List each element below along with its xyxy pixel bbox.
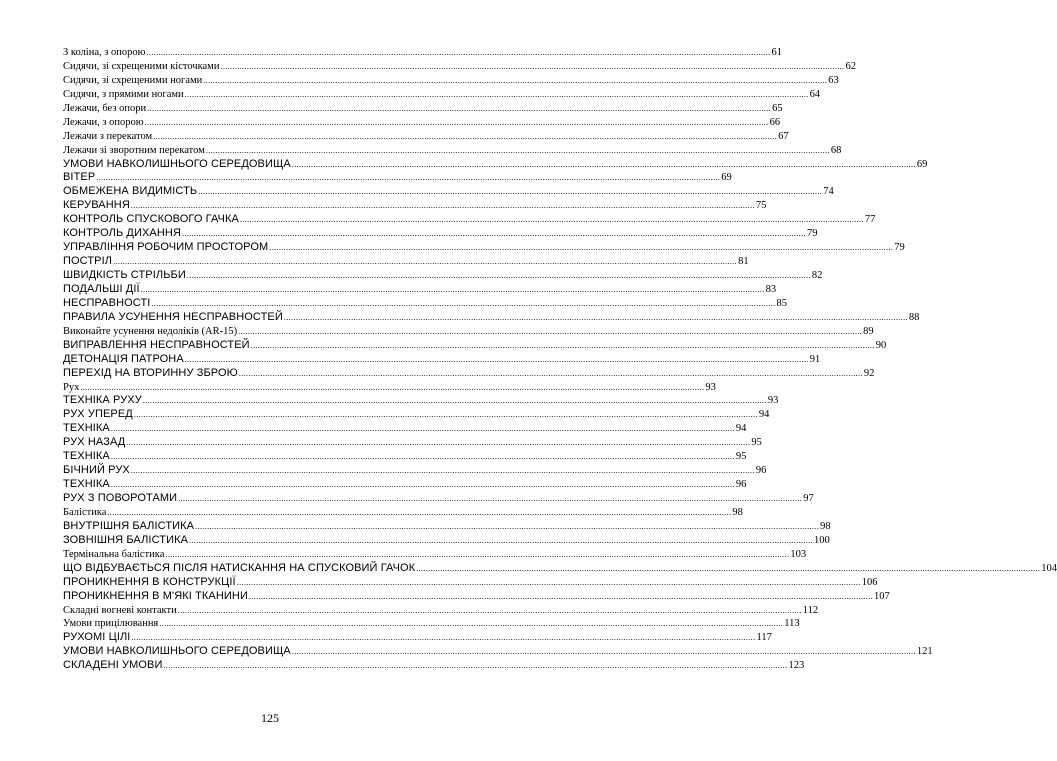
dot-leader: .................................................................................................................................................................................................................................................................... (147, 103, 772, 113)
dot-leader: .................................................................................................................................................................................................................................................................... (165, 549, 790, 559)
toc-entry-title: Рух (63, 381, 80, 393)
toc-entry-title: ТЕХНІКА (63, 422, 110, 435)
dot-leader: .................................................................................................................................................................................................................................................................... (220, 61, 845, 71)
dot-leader: .................................................................................................................................................................................................................................................................... (238, 326, 863, 336)
toc-entry (63, 88, 821, 102)
dot-leader: .................................................................................................................................................................................................................................................................... (110, 424, 735, 434)
dot-leader: .................................................................................................................................................................................................................................................................... (291, 159, 916, 169)
toc-entry-page: 85 (776, 297, 787, 309)
toc-entry-title: ЗОВНІШНЯ БАЛІСТИКА (63, 533, 189, 546)
toc-entry-page: 65 (772, 102, 783, 114)
dot-leader: .................................................................................................................................................................................................................................................................... (205, 145, 830, 155)
toc-entry-title: ПРОНИКНЕННЯ В М'ЯКІ ТКАНИНИ (63, 589, 248, 602)
toc-entry (63, 575, 878, 590)
toc-entry (63, 352, 821, 367)
toc-entry-page: 64 (809, 88, 821, 100)
toc-entry (63, 645, 933, 659)
toc-entry (63, 199, 767, 213)
dot-leader: .................................................................................................................................................................................................................................................................... (283, 312, 908, 322)
toc-entry-page: 97 (803, 493, 814, 504)
toc-entry-title: КОНТРОЛЬ СПУСКОВОГО ГАЧКА (63, 213, 239, 226)
dot-leader: .................................................................................................................................................................................................................................................................... (186, 271, 811, 280)
toc-entry-page: 63 (828, 74, 839, 86)
dot-leader: .................................................................................................................................................................................................................................................................... (239, 215, 864, 225)
toc-entry-page: 91 (809, 353, 821, 365)
toc-entry (63, 116, 781, 130)
dot-leader: .................................................................................................................................................................................................................................................................... (110, 452, 735, 462)
toc-entry (63, 157, 928, 172)
toc-entry (63, 46, 782, 60)
dot-leader: .................................................................................................................................................................................................................................................................... (184, 354, 809, 364)
dot-leader: .................................................................................................................................................................................................................................................................... (96, 173, 721, 183)
dot-leader: .................................................................................................................................................................................................................................................................... (131, 633, 756, 643)
dot-leader: .................................................................................................................................................................................................................................................................... (133, 410, 758, 420)
toc-entry-page: 79 (894, 242, 905, 254)
toc-entry-title: ПОСТРІЛ (63, 255, 113, 268)
toc-entry-page: 81 (738, 256, 749, 268)
dot-leader: .................................................................................................................................................................................................................................................................... (238, 368, 863, 378)
toc-entry (63, 144, 842, 158)
toc-entry-page: 94 (735, 423, 747, 435)
toc-entry-page: 95 (751, 437, 762, 449)
toc-entry-title: РУХ НАЗАД (63, 436, 126, 449)
toc-entry-page: 79 (807, 228, 818, 240)
toc-entry-page: 107 (873, 590, 890, 602)
toc-entry-page: 66 (769, 116, 781, 128)
toc-entry-page: 90 (875, 339, 887, 351)
toc-entry (63, 282, 777, 297)
toc-entry-page: 69 (916, 158, 928, 170)
toc-entry (63, 213, 876, 227)
toc-entry-page: 106 (861, 576, 878, 588)
toc-entry (63, 659, 805, 673)
toc-entry (63, 561, 1057, 576)
toc-entry-page: 113 (784, 618, 800, 630)
toc-entry-title: УМОВИ НАВКОЛИШНЬОГО СЕРЕДОВИЩА (63, 157, 291, 170)
toc-entry-title: ЩО ВІДБУВАЄТЬСЯ ПІСЛЯ НАТИСКАННЯ НА СПУСКОВИЙ ГАЧОК (63, 561, 416, 574)
dot-leader: .................................................................................................................................................................................................................................................................... (189, 535, 814, 545)
toc-entry (63, 631, 772, 645)
dot-leader: .................................................................................................................................................................................................................................................................... (107, 507, 732, 517)
toc-entry-title: КОНТРОЛЬ ДИХАННЯ (63, 227, 181, 240)
toc-entry-page: 93 (705, 381, 716, 393)
dot-leader: .................................................................................................................................................................................................................................................................... (142, 396, 767, 406)
toc-entry-page: 68 (830, 144, 842, 156)
toc-entry (63, 589, 890, 604)
toc-entry (63, 171, 732, 185)
dot-leader: .................................................................................................................................................................................................................................................................... (248, 591, 873, 601)
toc-entry-title: Балістика (63, 506, 107, 518)
toc-entry (63, 548, 807, 562)
dot-leader: .................................................................................................................................................................................................................................................................... (416, 563, 1041, 573)
dot-leader: .................................................................................................................................................................................................................................................................... (177, 605, 802, 615)
toc-entry-title: Лежачи, з опорою (63, 116, 144, 128)
toc-entry-title: ДЕТОНАЦІЯ ПАТРОНА (63, 352, 184, 365)
toc-entry (63, 408, 770, 422)
toc-entry-page: 88 (908, 311, 920, 323)
toc-entry-title: ОБМЕЖЕНА ВИДИМІСТЬ (63, 185, 198, 198)
dot-leader: .................................................................................................................................................................................................................................................................... (195, 521, 820, 531)
dot-leader: .................................................................................................................................................................................................................................................................... (198, 187, 823, 197)
dot-leader: .................................................................................................................................................................................................................................................................... (163, 661, 788, 671)
toc-entry-title: Термінальна балістика (63, 548, 165, 560)
toc-entry-title: ПЕРЕХІД НА ВТОРИННУ ЗБРОЮ (63, 366, 238, 379)
dot-leader: .................................................................................................................................................................................................................................................................... (113, 257, 738, 267)
toc-entry-page: 98 (732, 506, 743, 518)
toc-entry (63, 338, 887, 353)
toc-entry-title: УПРАВЛІННЯ РОБОЧИМ ПРОСТОРОМ (63, 241, 269, 254)
toc-entry-page: 121 (916, 646, 933, 658)
dot-leader: .................................................................................................................................................................................................................................................................... (184, 89, 809, 99)
toc-entry-page: 103 (790, 548, 807, 560)
dot-leader: .................................................................................................................................................................................................................................................................... (250, 340, 875, 350)
toc-entry (63, 519, 831, 534)
toc-entry-title: РУХ УПЕРЕД (63, 408, 133, 421)
toc-entry-title: ПОДАЛЬШІ ДІЇ (63, 282, 140, 295)
toc-entry-page: 100 (814, 534, 830, 546)
toc-entry-title: Сидячи, з прямими ногами (63, 88, 184, 100)
toc-entry-title: РУХОМІ ЦІЛІ (63, 631, 131, 644)
dot-leader: .................................................................................................................................................................................................................................................................... (146, 48, 771, 57)
toc-entry-page: 75 (755, 200, 767, 212)
dot-leader: .................................................................................................................................................................................................................................................................... (110, 480, 735, 490)
toc-entry (63, 310, 920, 325)
dot-leader: .................................................................................................................................................................................................................................................................... (130, 466, 755, 476)
toc-entry-title: Виконайте усунення недоліків (AR-15) (63, 325, 238, 337)
dot-leader: .................................................................................................................................................................................................................................................................... (80, 382, 705, 392)
toc-entry-page: 74 (823, 186, 834, 198)
toc-entry-page: 61 (771, 47, 782, 58)
toc-entry-page: 104 (1041, 562, 1057, 574)
toc-entry-page: 92 (863, 367, 875, 379)
toc-entry-title: Лежачи, без опори (63, 102, 147, 114)
toc-entry-page: 62 (845, 60, 856, 72)
toc-entry-title: НЕСПРАВНОСТІ (63, 296, 151, 309)
toc-entry (63, 617, 800, 631)
toc-entry-title: УМОВИ НАВКОЛИШНЬОГО СЕРЕДОВИЩА (63, 645, 291, 658)
toc-entry-page: 95 (735, 451, 747, 463)
toc-entry (63, 269, 823, 283)
toc-entry-page: 112 (802, 604, 819, 616)
toc-entry (63, 506, 743, 520)
toc-entry-title: Лежачи з перекатом (63, 130, 153, 142)
toc-entry-page: 89 (863, 325, 874, 337)
toc-entry-page: 94 (758, 409, 770, 421)
toc-entry (63, 366, 875, 381)
toc-entry (63, 464, 767, 478)
toc-entry-title: Умови прицілювання (63, 618, 159, 630)
toc-entry-title: ПРОНИКНЕННЯ В КОНСТРУКЦІЇ (63, 575, 236, 588)
toc-entry (63, 533, 830, 548)
toc-entry (63, 394, 779, 408)
toc-entry-title: ТЕХНІКА РУХУ (63, 394, 142, 407)
toc-entry-title: БІЧНИЙ РУХ (63, 464, 130, 477)
toc-entry-page: 93 (767, 395, 779, 407)
toc-entry-title: КЕРУВАННЯ (63, 199, 130, 212)
toc-entry (63, 422, 747, 436)
toc-entry (63, 478, 747, 492)
toc-entry (63, 185, 834, 199)
dot-leader: .................................................................................................................................................................................................................................................................... (140, 284, 765, 294)
toc-entry (63, 381, 716, 395)
toc-entry (63, 60, 856, 74)
dot-leader: .................................................................................................................................................................................................................................................................... (151, 298, 776, 308)
dot-leader: .................................................................................................................................................................................................................................................................... (182, 229, 806, 239)
toc-entry (63, 255, 749, 269)
toc-entry-title: Сидячи, зі схрещеними ногами (63, 74, 203, 86)
toc-entry (63, 74, 839, 88)
dot-leader: .................................................................................................................................................................................................................................................................... (236, 577, 861, 587)
toc-entry-title: ПРАВИЛА УСУНЕННЯ НЕСПРАВНОСТЕЙ (63, 310, 283, 323)
toc-entry-page: 82 (811, 270, 823, 281)
dot-leader: .................................................................................................................................................................................................................................................................... (130, 201, 755, 211)
dot-leader: .................................................................................................................................................................................................................................................................... (291, 647, 916, 657)
dot-leader: .................................................................................................................................................................................................................................................................... (153, 131, 778, 141)
toc-entry-title: ВИПРАВЛЕННЯ НЕСПРАВНОСТЕЙ (63, 338, 250, 351)
dot-leader: .................................................................................................................................................................................................................................................................... (144, 117, 769, 127)
toc-entry (63, 436, 762, 450)
toc-entry-title: РУХ З ПОВОРОТАМИ (63, 492, 178, 504)
toc-entry-page: 77 (864, 214, 876, 226)
toc-entry-page: 83 (765, 283, 777, 295)
toc-entry (63, 296, 787, 311)
toc-entry (63, 325, 874, 339)
toc-entry-page: 96 (755, 465, 767, 477)
dot-leader: .................................................................................................................................................................................................................................................................... (126, 438, 751, 448)
toc-entry-title: ТЕХНІКА (63, 450, 110, 463)
toc-entry-title: ШВИДКІСТЬ СТРІЛЬБИ (63, 269, 186, 281)
toc-entry-title: З коліна, з опорою (63, 47, 146, 58)
dot-leader: .................................................................................................................................................................................................................................................................... (159, 619, 784, 629)
toc-entry-page: 96 (735, 479, 747, 491)
toc-entry-title: ВІТЕР (63, 171, 96, 184)
toc-entry (63, 102, 783, 116)
toc-entry (63, 227, 818, 241)
toc-entry (63, 492, 814, 506)
toc-entry-title: Сидячи, зі схрещеними кісточками (63, 60, 220, 72)
dot-leader: .................................................................................................................................................................................................................................................................... (178, 494, 803, 503)
toc-entry-title: СКЛАДЕНІ УМОВИ (63, 659, 163, 672)
toc-entry-title: ВНУТРІШНЯ БАЛІСТИКА (63, 519, 195, 532)
toc-entry-page: 69 (721, 172, 732, 184)
toc-entry (63, 241, 905, 255)
dot-leader: .................................................................................................................................................................................................................................................................... (269, 243, 894, 253)
toc-entry-page: 123 (788, 660, 805, 672)
toc-entry-page: 67 (778, 130, 789, 142)
toc-entry-page: 117 (756, 632, 772, 644)
toc-entry-title: Лежачи зі зворотним перекатом (63, 144, 205, 156)
table-of-contents (63, 46, 1057, 673)
toc-entry (63, 130, 789, 144)
toc-entry (63, 604, 819, 618)
page-number: 125 (261, 711, 279, 725)
toc-entry-title: Складні вогневі контакти (63, 604, 177, 616)
toc-entry-title: ТЕХНІКА (63, 478, 110, 491)
dot-leader: .................................................................................................................................................................................................................................................................... (203, 75, 828, 85)
toc-entry (63, 450, 747, 464)
toc-entry-page: 98 (820, 520, 831, 532)
